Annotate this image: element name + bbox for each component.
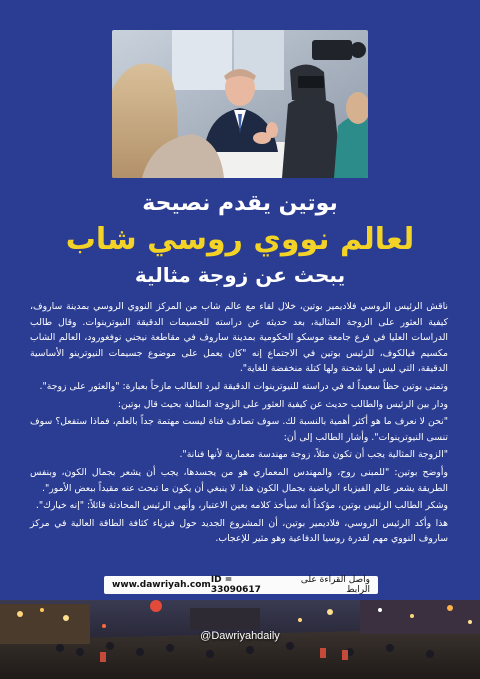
article-paragraph: "نحن لا نعرف ما هو أكثر أهمية بالنسبة لك. سوف تصادف فتاة ليست مهتمة جداً بالعلم، فماذا ستفعل؟ سوف تنسى النيوترينوات". وأشار الطالب إلى أن: bbox=[30, 416, 448, 443]
read-more-bar[interactable] bbox=[104, 576, 378, 594]
article-body bbox=[30, 299, 448, 549]
headline-block bbox=[20, 189, 460, 289]
article-paragraph: ودار بين الرئيس والطالب حديث عن كيفية العثور على الزوجة المثالية بحيث قال بوتين: bbox=[117, 398, 448, 410]
article-paragraph: وأوضح بوتين: "للمبنى روح، والمهندس المعماري هو من يجسدها، يجب أن يشعر بجمال الكون، وبنفس الطريقة يشعر عالم الفيزياء الرياضية بجمال الكون هذا، لا ينبغي أن يكون ما تبحث عنه مقيداً ببعض الأمور". bbox=[30, 466, 448, 494]
article-paragraph: ناقش الرئيس الروسي فلاديمير بوتين، خلال لقاء مع عالم شاب من المركز النووي الروسي بمدينة ساروف، كيفية العثور على الزوجة المثالية، بعد حديثه عن دراسته للجسيمات الدقيقة النيوترينوات. وقال طالب الدراسات العليا في فرع جامعة موسكو الحكومية بمدينة ساروف في مقاطعة نيجني نوفغورود، العالم الشاب مكسيم فيالكوف، للرئيس بوتين في الاجتماع إنه "كان يعمل على موضوع جسيمات النيوترينو الأساسية الدقيقة، التي ليس لها شحنة ولها كتلة منخفضة للغاية". bbox=[30, 301, 448, 375]
headline-line-1: بوتين يقدم نصيحة bbox=[142, 191, 338, 216]
headline-line-3: يبحث عن زوجة مثالية bbox=[134, 263, 346, 287]
article-photo bbox=[112, 30, 368, 178]
article-paragraph: وتمنى بوتين حظاً سعيداً له في دراسته للنيوترينوات الدقيقة ليرد الطالب مازحاً بعبارة: "والعثور على زوجة". bbox=[39, 380, 448, 392]
meeting-photo-image bbox=[112, 30, 368, 178]
site-url-link[interactable]: www.dawriyah.com bbox=[112, 580, 211, 590]
headline-line-2: لعالم نووي روسي شاب bbox=[65, 222, 415, 257]
article-paragraph: "الزوجة المثالية يجب أن تكون مثلاً، زوجة مهندسة معمارية لأنها فنانة". bbox=[179, 449, 448, 461]
article-paragraph: وشكر الطالب الرئيس بوتين، مؤكداً أنه سيأخذ كلامه بعين الاعتبار، وأنهى الرئيس المحادثة قائلاً: "إنه خيارك". bbox=[35, 500, 448, 512]
read-more-label: واصل القراءة على الرابط bbox=[300, 575, 370, 595]
article-id: ID = 33090617 bbox=[210, 575, 261, 595]
article-paragraph: هذا وأكد الرئيس الروسي، فلاديمير بوتين، أن المشروع الجديد حول فيزياء كثافة الطاقة العالية في مركز ساروف النووي مهم لقدرة روسيا الدفاعية وهو مثير للإعجاب. bbox=[30, 517, 448, 545]
social-handle: @Dawriyahdaily bbox=[200, 630, 280, 642]
